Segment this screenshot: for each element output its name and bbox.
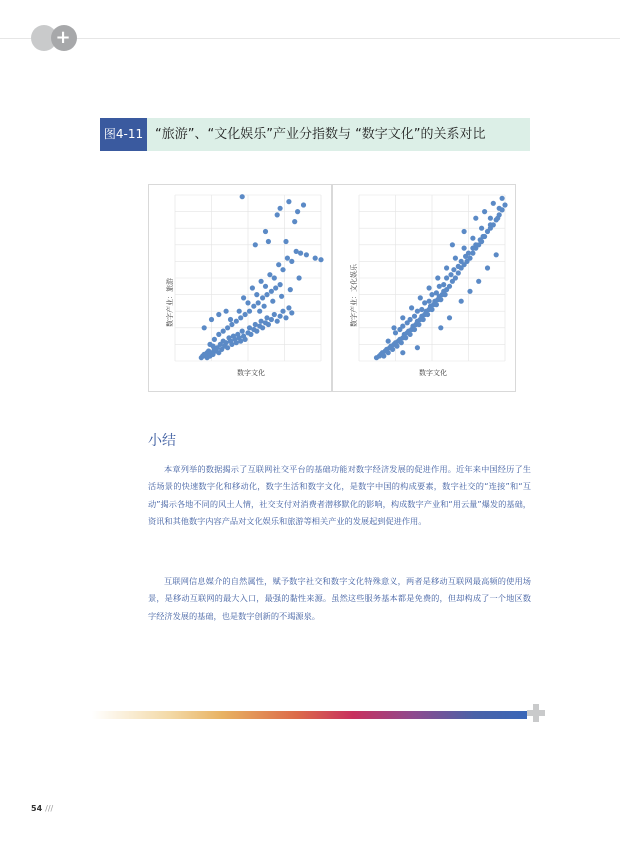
data-point xyxy=(318,257,323,262)
data-point xyxy=(500,196,505,201)
data-point xyxy=(400,350,405,355)
data-point xyxy=(448,272,453,277)
decorative-gradient-bar xyxy=(92,711,527,719)
data-point xyxy=(289,259,294,264)
section-heading: 小结 xyxy=(148,433,176,449)
data-point xyxy=(459,299,464,304)
plus-icon xyxy=(527,704,545,722)
data-point xyxy=(470,236,475,241)
data-point xyxy=(280,267,285,272)
data-point xyxy=(444,265,449,270)
data-point xyxy=(399,340,404,345)
data-point xyxy=(488,222,493,227)
page-number-value: 54 xyxy=(31,804,43,813)
data-point xyxy=(216,332,221,337)
data-point xyxy=(502,202,507,207)
data-point xyxy=(257,309,262,314)
page-number xyxy=(31,804,53,813)
data-point xyxy=(427,285,432,290)
data-point xyxy=(405,320,410,325)
data-point xyxy=(240,194,245,199)
data-point xyxy=(403,335,408,340)
data-point xyxy=(438,297,443,302)
data-point xyxy=(216,312,221,317)
data-point xyxy=(238,315,243,320)
data-point xyxy=(262,304,267,309)
data-point xyxy=(462,229,467,234)
data-point xyxy=(304,252,309,257)
data-point xyxy=(409,305,414,310)
data-point xyxy=(434,290,439,295)
data-point xyxy=(447,284,452,289)
plus-icon: + xyxy=(55,27,71,48)
data-point xyxy=(297,275,302,280)
data-point xyxy=(251,304,256,309)
data-point xyxy=(229,322,234,327)
data-point xyxy=(256,300,261,305)
data-point xyxy=(400,315,405,320)
data-point xyxy=(415,345,420,350)
data-point xyxy=(292,219,297,224)
data-point xyxy=(416,322,421,327)
plus-circles-logo xyxy=(31,25,79,51)
data-point xyxy=(450,242,455,247)
data-point xyxy=(266,322,271,327)
data-point xyxy=(237,309,242,314)
data-point xyxy=(443,292,448,297)
data-point xyxy=(263,229,268,234)
data-point xyxy=(429,307,434,312)
data-point xyxy=(438,325,443,330)
data-point xyxy=(447,315,452,320)
data-point xyxy=(212,337,217,342)
data-point xyxy=(412,327,417,332)
data-point xyxy=(269,317,274,322)
data-point xyxy=(280,309,285,314)
y-axis-label-tourism: 数字产业：旅游 xyxy=(166,278,174,327)
data-point xyxy=(245,300,250,305)
data-point xyxy=(253,242,258,247)
data-point xyxy=(272,275,277,280)
data-point xyxy=(476,279,481,284)
data-point xyxy=(289,310,294,315)
data-point xyxy=(209,317,214,322)
figure-number: 图4-11 xyxy=(100,118,147,151)
data-point xyxy=(270,299,275,304)
data-point xyxy=(275,319,280,324)
data-point xyxy=(427,299,432,304)
data-point xyxy=(451,267,456,272)
data-point xyxy=(462,246,467,251)
data-point xyxy=(260,295,265,300)
page-marker: /// xyxy=(45,804,54,813)
data-point xyxy=(488,216,493,221)
data-point xyxy=(248,332,253,337)
data-point xyxy=(441,282,446,287)
data-point xyxy=(491,201,496,206)
x-axis-label-tourism: 数字文化 xyxy=(237,369,265,377)
plus-icon-vertical xyxy=(533,704,539,722)
scatter-panel-culture xyxy=(332,184,516,392)
data-point xyxy=(264,292,269,297)
data-point xyxy=(260,325,265,330)
data-point xyxy=(259,279,264,284)
data-point xyxy=(495,216,500,221)
data-point xyxy=(412,314,417,319)
data-point xyxy=(391,325,396,330)
data-point xyxy=(279,294,284,299)
data-point xyxy=(275,212,280,217)
data-point xyxy=(435,275,440,280)
data-point xyxy=(390,347,395,352)
data-point xyxy=(434,302,439,307)
data-point xyxy=(267,272,272,277)
data-point xyxy=(301,202,306,207)
paragraph-1: 本章列举的数据揭示了互联网社交平台的基础功能对数字经济发展的促进作用。近年来中国经历了生活场景的快速数字化和移动化，数字生活和数字文化，是数字中国的构成要素，数字社交的“连接”和“互动”揭示各地不同的风土人情，社交支付对消费者潜移默化的影响，构成数字产业和“用云量”爆发的基础，资讯和其他数字内容产品对文化娱乐和旅游等相关产业的发展起到促进作用。 xyxy=(148,464,531,526)
data-point xyxy=(285,256,290,261)
data-point xyxy=(494,252,499,257)
data-point xyxy=(225,325,230,330)
scatter-charts xyxy=(148,184,531,392)
data-point xyxy=(453,275,458,280)
data-point xyxy=(386,339,391,344)
figure-title-bar xyxy=(100,118,530,151)
data-point xyxy=(478,237,483,242)
data-point xyxy=(276,262,281,267)
data-point xyxy=(250,285,255,290)
data-point xyxy=(470,246,475,251)
x-axis-label-culture: 数字文化 xyxy=(419,369,447,377)
data-point xyxy=(273,285,278,290)
data-point xyxy=(272,312,277,317)
data-point xyxy=(241,295,246,300)
data-point xyxy=(286,199,291,204)
data-point xyxy=(225,345,230,350)
scatter-plot-tourism xyxy=(149,185,331,391)
figure-title: “旅游”、“文化娱乐”产业分指数与 “数字文化”的关系对比 xyxy=(155,127,486,142)
data-point xyxy=(283,239,288,244)
data-point xyxy=(463,254,468,259)
data-point xyxy=(288,287,293,292)
data-point xyxy=(397,327,402,332)
data-point xyxy=(294,249,299,254)
header-rule xyxy=(0,38,620,39)
data-point xyxy=(243,312,248,317)
data-point xyxy=(408,332,413,337)
data-point xyxy=(485,265,490,270)
data-point xyxy=(386,350,391,355)
data-point xyxy=(224,309,229,314)
data-point xyxy=(419,307,424,312)
data-point xyxy=(444,275,449,280)
paragraph-2: 互联网信息媒介的自然属性，赋予数字社交和数字文化特殊意义，两者是移动互联网最高频的使用场景，是移动互联网的最大入口，最强的黏性来源。虽然这些服务基本都是免费的，但却构成了一个地区数字经济发展的基础，也是数字创新的不竭源泉。 xyxy=(148,576,531,621)
data-point xyxy=(286,305,291,310)
data-point xyxy=(425,312,430,317)
data-point xyxy=(221,329,226,334)
data-point xyxy=(456,270,461,275)
data-point xyxy=(207,342,212,347)
data-point xyxy=(459,259,464,264)
data-point xyxy=(254,329,259,334)
data-point xyxy=(295,209,300,214)
data-point xyxy=(467,289,472,294)
data-point xyxy=(247,309,252,314)
data-point xyxy=(453,256,458,261)
data-point xyxy=(421,317,426,322)
data-point xyxy=(263,284,268,289)
data-point xyxy=(456,264,461,269)
data-point xyxy=(473,216,478,221)
scatter-plot-culture xyxy=(333,185,515,391)
data-point xyxy=(418,295,423,300)
data-point xyxy=(313,256,318,261)
data-point xyxy=(234,319,239,324)
data-point xyxy=(228,317,233,322)
data-point xyxy=(266,239,271,244)
data-point xyxy=(394,344,399,349)
y-axis-label-culture: 数字产业：文化娱乐 xyxy=(350,264,358,327)
data-point xyxy=(381,353,386,358)
scatter-panel-tourism xyxy=(148,184,332,392)
data-point xyxy=(482,209,487,214)
data-point xyxy=(278,314,283,319)
data-point xyxy=(479,226,484,231)
data-point xyxy=(240,329,245,334)
data-point xyxy=(254,292,259,297)
data-point xyxy=(202,325,207,330)
data-point xyxy=(283,315,288,320)
data-point xyxy=(278,206,283,211)
data-point xyxy=(393,330,398,335)
data-point xyxy=(497,206,502,211)
data-point xyxy=(269,289,274,294)
data-point xyxy=(278,282,283,287)
data-point xyxy=(243,337,248,342)
